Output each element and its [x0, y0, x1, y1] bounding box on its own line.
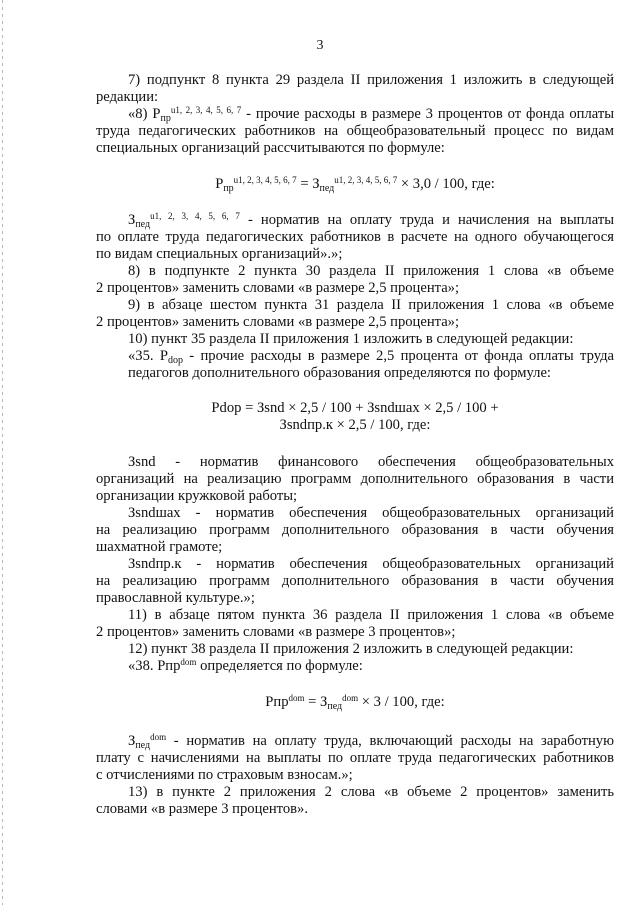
paragraph-line: редакции:	[96, 89, 159, 105]
paragraph-line: 2 процентов» заменить словами «в размере 2,5 процента»;	[96, 314, 460, 330]
formula-2-line-2: Зsndпр.к × 2,5 / 100, где:	[279, 417, 431, 433]
paragraph-line: Зsndпр.к - норматив обеспечения общеобразовательных организаций	[128, 556, 614, 572]
paragraph-line: 13) в пункте 2 приложения 2 слова «в объеме 2 процентов» заменить	[128, 784, 614, 800]
paragraph-line: 12) пункт 38 раздела II приложения 2 изложить в следующей редакции:	[128, 641, 574, 657]
paragraph-line: 8) в подпункте 2 пункта 30 раздела II приложения 1 слова «в объеме	[128, 263, 614, 279]
paragraph-line: 7) подпункт 8 пункта 29 раздела II приложения 1 изложить в следующей	[128, 72, 614, 88]
paragraph-line: 2 процентов» заменить словами «в размере 3 процентов»;	[96, 624, 456, 640]
paragraph-line-z3: $З_{пед}^{dom}$ - норматив на оплату труда, включающий расходы на заработную	[128, 732, 614, 751]
paragraph-line-p8: «8) $Р_{пр}^{u1, 2, 3, 4, 5, 6, 7}$ - прочие расходы в размере 3 процентов от фонда оплаты	[128, 105, 615, 124]
paragraph-line: по оплате труда педагогических работников в расчете на одного обучающегося	[96, 229, 614, 245]
binding-margin-line	[2, 0, 3, 905]
paragraph-line: православной культуре.»;	[96, 590, 255, 606]
paragraph-line: 2 процентов» заменить словами «в размере 2,5 процента»;	[96, 280, 460, 296]
paragraph-line: Зsndшах - норматив обеспечения общеобразовательных организаций	[128, 505, 614, 521]
paragraph-line: с отчислениями по страховым взносам.»;	[96, 767, 353, 783]
paragraph-line-p38: «38. Рпр$^{dom}$ определяется по формуле:	[128, 657, 363, 674]
paragraph-line: организации кружковой работы;	[96, 488, 298, 504]
paragraph-line: на реализацию программ дополнительного образования в части обучения	[96, 573, 614, 589]
paragraph-line: организаций на реализацию программ дополнительного образования в части	[96, 471, 614, 487]
paragraph-line-p35: «35. $Р_{dop}$ - прочие расходы в размере 2,5 процента от фонда оплаты труда	[128, 348, 614, 366]
paragraph-line: Зsnd - норматив финансового обеспечения общеобразовательных	[128, 454, 614, 470]
paragraph-line-z1: $З_{пед}^{u1, 2, 3, 4, 5, 6, 7}$ - норматив на оплату труда и начисления на выплаты	[128, 211, 614, 230]
paragraph-line: педагогов дополнительного образования определяются по формуле:	[128, 365, 551, 381]
paragraph-line: 10) пункт 35 раздела II приложения 1 изложить в следующей редакции:	[128, 331, 574, 347]
formula-1: $Р_{пр}^{u1, 2, 3, 4, 5, 6, 7} = З_{пед}^{u1, 2, 3, 4, 5, 6, 7} \times 3,0 / 100$, где:	[215, 175, 495, 194]
paragraph-line: специальных организаций рассчитываются по формуле:	[96, 140, 445, 156]
paragraph-line: по видам специальных организаций».»;	[96, 246, 343, 262]
paragraph-line: шахматной грамоте;	[96, 539, 223, 555]
page-number: 3	[316, 38, 324, 53]
paragraph-line: труда педагогических работников на общеобразовательный процесс по видам	[96, 123, 614, 139]
formula-3: $Рпр^{dom} = З_{пед}^{dom} \times 3 / 100$, где:	[265, 693, 445, 712]
paragraph-line: 9) в абзаце шестом пункта 31 раздела II приложения 1 слова «в объеме	[128, 297, 614, 313]
paragraph-line: на реализацию программ дополнительного образования в части обучения	[96, 522, 614, 538]
formula-2-line-1: Pdop = Зsnd × 2,5 / 100 + Зsndшах × 2,5 / 100 +	[211, 400, 499, 416]
paragraph-line: плату с начислениями на выплаты по оплате труда педагогических работников	[96, 750, 614, 766]
paragraph-line: 11) в абзаце пятом пункта 36 раздела II приложения 1 слова «в объеме	[128, 607, 614, 623]
paragraph-line: словами «в размере 3 процентов».	[96, 801, 308, 817]
